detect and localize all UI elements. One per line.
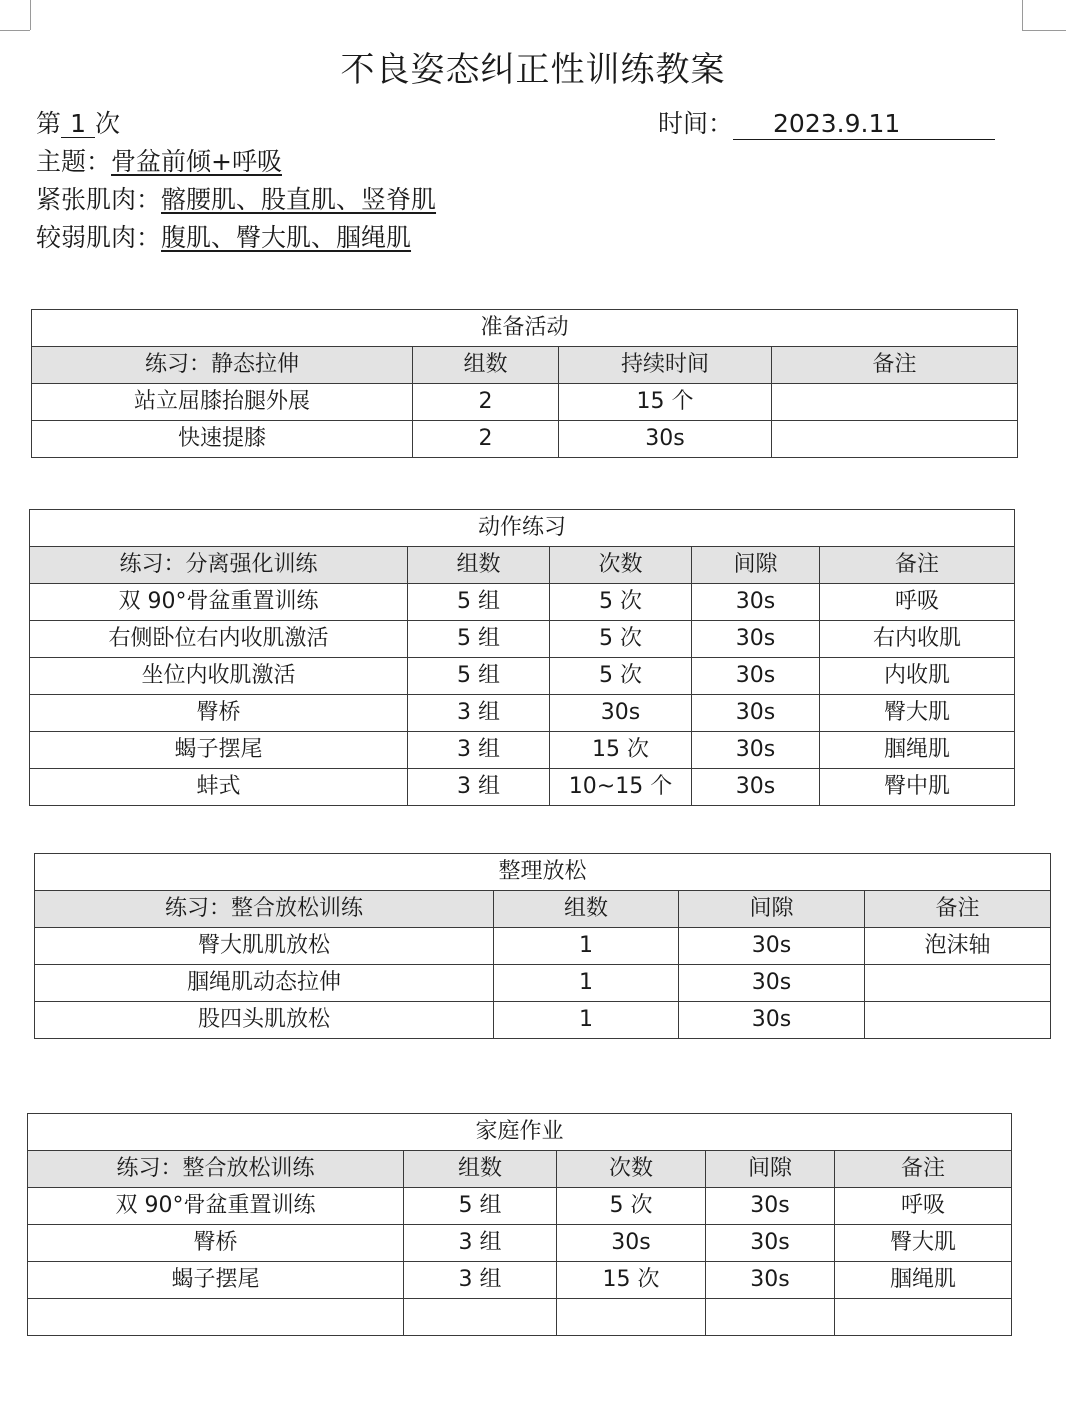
header-cell: 组数 <box>408 547 550 584</box>
table-cell: 快速提膝 <box>32 421 413 458</box>
table-cell: 右侧卧位右内收肌激活 <box>30 621 408 658</box>
table-cell: 5 组 <box>408 658 550 695</box>
table-cell: 5 组 <box>408 621 550 658</box>
table-cell: 30s <box>692 695 820 732</box>
table-cell: 30s <box>706 1188 835 1225</box>
homework-table <box>27 1113 1012 1336</box>
table-cell: 腘绳肌 <box>820 732 1015 769</box>
weak-muscles-value: 腹肌、臀大肌、腘绳肌 <box>161 223 412 252</box>
table-row-empty <box>28 1299 1012 1336</box>
table-row <box>28 1225 1012 1262</box>
table-cell: 站立屈膝抬腿外展 <box>32 384 413 421</box>
session-number: 1 <box>61 111 95 138</box>
table-cell: 泡沫轴 <box>865 928 1051 965</box>
table-cell: 蝎子摆尾 <box>30 732 408 769</box>
homework-title: 家庭作业 <box>28 1114 1012 1151</box>
table-cell: 30s <box>692 769 820 806</box>
table-row <box>30 695 1015 732</box>
warmup-table <box>31 309 1018 458</box>
header-cell: 持续时间 <box>559 347 772 384</box>
table-cell: 右内收肌 <box>820 621 1015 658</box>
table-cell: 5 次 <box>550 584 692 621</box>
table-cell: 臀桥 <box>28 1225 404 1262</box>
table-cell: 臀大肌 <box>835 1225 1012 1262</box>
header-cell: 练习：整合放松训练 <box>35 891 494 928</box>
header-cell: 练习：整合放松训练 <box>28 1151 404 1188</box>
table-cell: 5 次 <box>550 658 692 695</box>
table-cell <box>404 1299 557 1336</box>
table-cell: 3 组 <box>408 732 550 769</box>
table-cell: 双 90°骨盆重置训练 <box>28 1188 404 1225</box>
table-cell: 坐位内收肌激活 <box>30 658 408 695</box>
page-corner-mark-right <box>1022 0 1023 30</box>
table-cell: 腘绳肌动态拉伸 <box>35 965 494 1002</box>
table-cell: 1 <box>494 965 679 1002</box>
weak-muscles-label: 较弱肌肉： <box>36 223 162 252</box>
table-cell <box>772 384 1018 421</box>
table-row <box>30 732 1015 769</box>
tight-muscles-line <box>36 180 436 216</box>
table-cell: 呼吸 <box>835 1188 1012 1225</box>
table-cell: 股四头肌放松 <box>35 1002 494 1039</box>
header-cell: 组数 <box>494 891 679 928</box>
table-cell: 30s <box>559 421 772 458</box>
table-cell: 双 90°骨盆重置训练 <box>30 584 408 621</box>
table-row <box>35 965 1051 1002</box>
session-line <box>36 104 120 140</box>
table-cell <box>706 1299 835 1336</box>
table-cell: 3 组 <box>408 769 550 806</box>
table-cell: 30s <box>706 1225 835 1262</box>
header-cell: 间隙 <box>706 1151 835 1188</box>
table-cell <box>772 421 1018 458</box>
weak-muscles-line <box>36 218 411 254</box>
table-cell: 5 次 <box>550 621 692 658</box>
session-suffix: 次 <box>95 109 121 138</box>
date-value: 2023.9.11 <box>733 109 995 140</box>
topic-value: 骨盆前倾+呼吸 <box>111 147 282 176</box>
table-cell: 蝎子摆尾 <box>28 1262 404 1299</box>
table-row <box>28 1262 1012 1299</box>
document-title: 不良姿态纠正性训练教案 <box>340 50 726 90</box>
table-cell: 15 次 <box>557 1262 706 1299</box>
table-cell: 臀大肌肌放松 <box>35 928 494 965</box>
table-cell: 30s <box>557 1225 706 1262</box>
header-cell: 组数 <box>404 1151 557 1188</box>
table-cell: 呼吸 <box>820 584 1015 621</box>
table-cell <box>835 1299 1012 1336</box>
tight-muscles-label: 紧张肌肉： <box>36 185 162 214</box>
table-cell: 1 <box>494 1002 679 1039</box>
table-row <box>32 384 1018 421</box>
table-cell: 臀中肌 <box>820 769 1015 806</box>
page-corner-mark-left <box>30 0 31 30</box>
table-row <box>35 928 1051 965</box>
drills-title: 动作练习 <box>30 510 1015 547</box>
warmup-title: 准备活动 <box>32 310 1018 347</box>
date-line <box>658 104 995 140</box>
table-cell: 30s <box>692 732 820 769</box>
table-cell: 30s <box>679 1002 865 1039</box>
table-cell: 5 组 <box>408 584 550 621</box>
table-row <box>30 621 1015 658</box>
drills-table <box>29 509 1015 806</box>
table-cell: 2 <box>413 384 559 421</box>
table-row <box>28 1188 1012 1225</box>
header-cell: 次数 <box>557 1151 706 1188</box>
header-cell: 备注 <box>835 1151 1012 1188</box>
table-row <box>30 658 1015 695</box>
table-cell: 3 组 <box>404 1225 557 1262</box>
table-cell: 5 次 <box>557 1188 706 1225</box>
table-cell: 15 个 <box>559 384 772 421</box>
header-cell: 练习：静态拉伸 <box>32 347 413 384</box>
header-cell: 次数 <box>550 547 692 584</box>
date-label: 时间： <box>658 109 734 138</box>
table-cell <box>865 1002 1051 1039</box>
table-cell: 3 组 <box>404 1262 557 1299</box>
table-cell: 30s <box>692 621 820 658</box>
table-cell: 30s <box>692 584 820 621</box>
table-cell <box>865 965 1051 1002</box>
table-row <box>35 1002 1051 1039</box>
table-cell: 30s <box>550 695 692 732</box>
table-cell: 5 组 <box>404 1188 557 1225</box>
session-prefix: 第 <box>36 109 62 138</box>
table-cell: 1 <box>494 928 679 965</box>
table-cell: 臀桥 <box>30 695 408 732</box>
header-cell: 练习：分离强化训练 <box>30 547 408 584</box>
topic-line <box>36 142 282 178</box>
cooldown-table <box>34 853 1051 1039</box>
table-cell: 蚌式 <box>30 769 408 806</box>
table-cell: 15 次 <box>550 732 692 769</box>
topic-label: 主题： <box>36 147 112 176</box>
header-cell: 间隙 <box>679 891 865 928</box>
table-cell: 2 <box>413 421 559 458</box>
table-cell: 30s <box>692 658 820 695</box>
table-row <box>30 584 1015 621</box>
table-cell <box>28 1299 404 1336</box>
table-row <box>32 421 1018 458</box>
tight-muscles-value: 髂腰肌、股直肌、竖脊肌 <box>161 185 437 214</box>
header-cell: 备注 <box>772 347 1018 384</box>
header-cell: 备注 <box>820 547 1015 584</box>
cooldown-title: 整理放松 <box>35 854 1051 891</box>
header-cell: 备注 <box>865 891 1051 928</box>
table-cell: 臀大肌 <box>820 695 1015 732</box>
table-cell: 30s <box>679 965 865 1002</box>
table-cell: 内收肌 <box>820 658 1015 695</box>
table-row <box>30 769 1015 806</box>
table-cell <box>557 1299 706 1336</box>
page-corner-mark-right-h <box>1022 30 1066 31</box>
table-cell: 30s <box>706 1262 835 1299</box>
header-cell: 间隙 <box>692 547 820 584</box>
table-cell: 3 组 <box>408 695 550 732</box>
table-cell: 腘绳肌 <box>835 1262 1012 1299</box>
header-cell: 组数 <box>413 347 559 384</box>
table-cell: 10~15 个 <box>550 769 692 806</box>
table-cell: 30s <box>679 928 865 965</box>
page-corner-mark-left-h <box>0 30 30 31</box>
